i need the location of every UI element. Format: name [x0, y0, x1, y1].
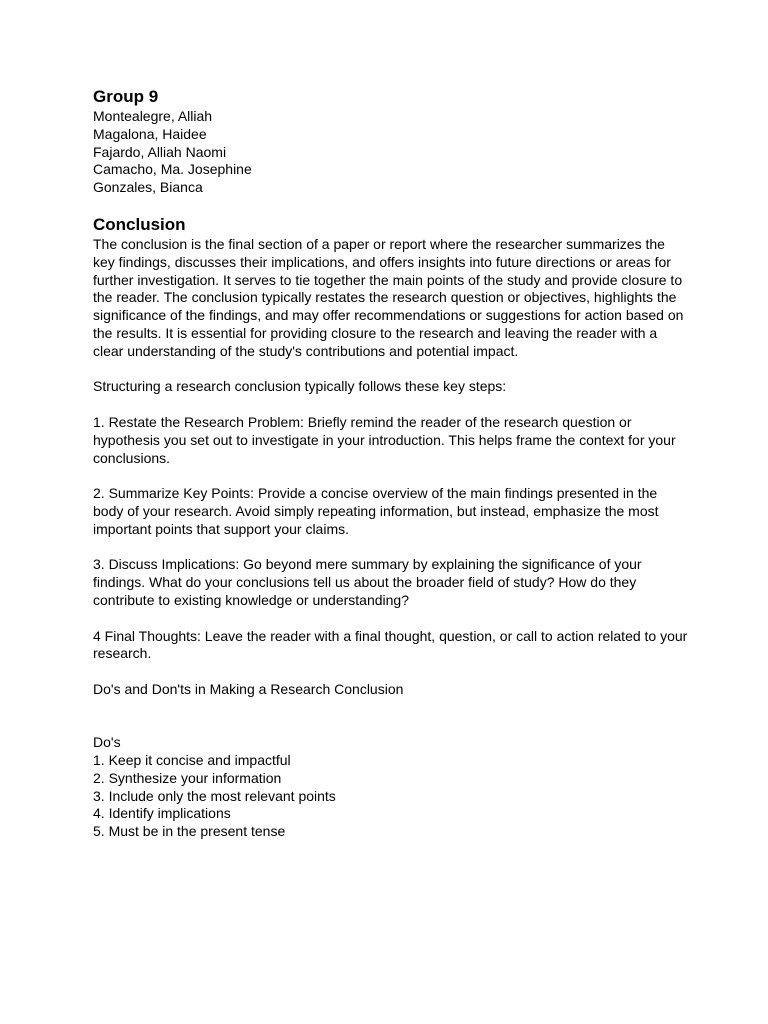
- dos-donts-title: Do's and Don'ts in Making a Research Conclusion: [93, 680, 404, 697]
- step-final-thoughts: 4 Final Thoughts: Leave the reader with a final thought, question, or call to action related to your research.: [93, 627, 688, 662]
- dos-list: [93, 752, 688, 841]
- group-member: Magalona, Haidee: [93, 125, 207, 142]
- dos-item: 3. Include only the most relevant points: [93, 787, 336, 804]
- conclusion-heading: Conclusion: [93, 214, 186, 234]
- group-member: Montealegre, Alliah: [93, 108, 213, 124]
- step-summarize: 2. Summarize Key Points: Provide a concise overview of the main findings presented in the body of your research. Avoid simply repeating information, but instead, emphasize the most important points that support your claims.: [93, 485, 659, 537]
- group-member: Camacho, Ma. Josephine: [93, 161, 252, 178]
- dos-item: 1. Keep it concise and impactful: [93, 752, 291, 769]
- group-member: Fajardo, Alliah Naomi: [93, 143, 227, 160]
- group-title: Group 9: [93, 87, 159, 106]
- dos-heading: Do's: [93, 734, 121, 751]
- dos-item: 2. Synthesize your information: [93, 769, 282, 786]
- step-restate: 1. Restate the Research Problem: Briefly remind the reader of the research question or hypothesis you set out to investigate in your introduction. This helps frame the context for your conclusions.: [93, 413, 676, 466]
- dos-item: 4. Identify implications: [93, 805, 231, 822]
- dos-item: 5. Must be in the present tense: [93, 823, 286, 840]
- structuring-intro: Structuring a research conclusion typically follows these key steps:: [93, 378, 507, 395]
- step-implications: 3. Discuss Implications: Go beyond mere summary by explaining the significance of your findings. What do your conclusions tell us about the broader field of study? How do they contribute to existing knowledge or understanding?: [93, 556, 642, 608]
- conclusion-intro: The conclusion is the final section of a paper or report where the researcher summarizes the key findings, discusses their implications, and offers insights into future directions or areas for further investigation. It serves to tie together the main points of the study and provide closure to the reader. The conclusion typically restates the research question or objectives, highlights the significance of the findings, and may offer recommendations or suggestions for action based on the results. It is essential for providing closure to the research and leaving the reader with a clear understanding of the study's contributions and potential impact.: [93, 235, 684, 359]
- group-members-list: [93, 108, 688, 197]
- group-member: Gonzales, Bianca: [93, 179, 203, 196]
